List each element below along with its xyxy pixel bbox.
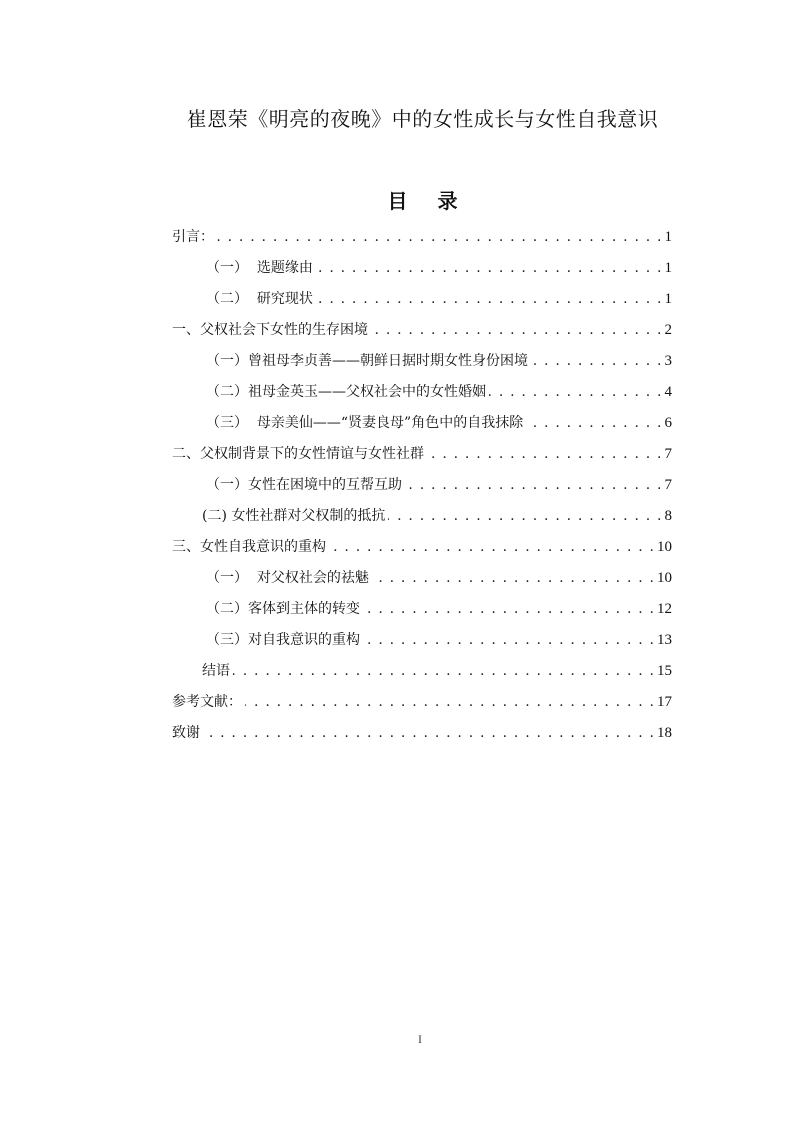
toc-leader-dots <box>245 691 654 713</box>
toc-entry-label: 结语 <box>202 663 230 679</box>
toc-entry-page: 6 <box>664 415 672 431</box>
toc-heading-char: 录 <box>437 189 458 213</box>
toc-entry[interactable] <box>172 226 672 257</box>
toc-entry[interactable] <box>172 722 672 753</box>
toc-heading-char: 目 <box>387 189 408 213</box>
toc-entry[interactable] <box>172 505 672 536</box>
toc-leader-dots <box>363 598 654 620</box>
toc-leader-dots <box>427 443 662 465</box>
toc-entry[interactable] <box>172 350 672 381</box>
toc-entry-page: 15 <box>657 663 672 679</box>
toc-leader-dots <box>371 319 662 341</box>
toc-entry-label: （三） 母亲美仙——“贤妻良母”角色中的自我抹除 <box>206 415 524 431</box>
toc-leader-dots <box>531 350 662 372</box>
toc-entry-label: （一）女性在困境中的互帮互助 <box>206 477 402 493</box>
toc-entry[interactable] <box>172 412 672 443</box>
toc-entry-label: （三）对自我意识的重构 <box>206 632 360 648</box>
toc-entry-page: 10 <box>657 539 672 555</box>
toc-leader-dots <box>217 226 662 248</box>
toc-entry-label: 引言： <box>172 229 214 245</box>
toc-entry-page: 7 <box>664 446 672 462</box>
toc-leader-dots <box>316 288 662 310</box>
toc-entry-page: 1 <box>664 291 672 307</box>
toc-entry-page: 18 <box>657 725 672 741</box>
toc-entry-label: （二） 研究现状 <box>206 291 313 307</box>
toc-entry-label: （一） 选题缘由 <box>206 260 313 276</box>
page-number-footer: I <box>418 1032 422 1046</box>
toc-entry-page: 17 <box>657 694 672 710</box>
toc-entry-page: 7 <box>664 477 672 493</box>
toc-entry-label: （一）曾祖母李贞善——朝鲜日据时期女性身份困境 <box>206 353 528 369</box>
toc-entry[interactable] <box>172 381 672 412</box>
toc-entry-label: (二) 女性社群对父权制的抵抗 <box>202 508 386 524</box>
toc-leader-dots <box>405 474 662 496</box>
toc-entry[interactable] <box>172 536 672 567</box>
toc-entry[interactable] <box>172 691 672 722</box>
toc-entry[interactable] <box>172 443 672 474</box>
document-title: 崔恩荣《明亮的夜晚》中的女性成长与女性自我意识 <box>186 107 659 131</box>
toc-entry-label: 致谢 <box>172 725 200 741</box>
toc-entry-page: 1 <box>664 260 672 276</box>
toc-leader-dots <box>316 257 662 279</box>
toc-entry-label: 二、父权制背景下的女性情谊与女性社群 <box>172 446 424 462</box>
table-of-contents <box>172 226 672 753</box>
toc-leader-dots <box>363 629 654 651</box>
toc-entry[interactable] <box>172 288 672 319</box>
toc-entry-page: 8 <box>664 508 672 524</box>
toc-entry[interactable] <box>172 474 672 505</box>
toc-entry[interactable] <box>172 319 672 350</box>
toc-leader-dots <box>526 412 661 434</box>
toc-entry-label: 参考文献： <box>172 694 242 710</box>
toc-leader-dots <box>203 722 654 744</box>
toc-entry[interactable] <box>172 257 672 288</box>
toc-entry-label: （二）祖母金英玉——父权社会中的女性婚姻 <box>206 384 486 400</box>
toc-entry-label: （一） 对父权社会的祛魅 <box>206 570 369 586</box>
toc-entry-page: 2 <box>664 322 672 338</box>
toc-entry-page: 3 <box>664 353 672 369</box>
toc-entry-page: 13 <box>657 632 672 648</box>
toc-leader-dots <box>233 660 654 682</box>
toc-entry[interactable] <box>172 567 672 598</box>
toc-heading <box>0 185 793 214</box>
toc-entry-page: 12 <box>657 601 672 617</box>
toc-entry-page: 10 <box>657 570 672 586</box>
toc-entry-label: 三、女性自我意识的重构 <box>172 539 326 555</box>
toc-entry-label: （二）客体到主体的转变 <box>206 601 360 617</box>
toc-entry-page: 1 <box>664 229 672 245</box>
toc-entry[interactable] <box>172 629 672 660</box>
toc-entry[interactable] <box>172 660 672 691</box>
toc-leader-dots <box>489 381 662 403</box>
toc-entry-page: 4 <box>664 384 672 400</box>
toc-leader-dots <box>329 536 654 558</box>
toc-entry[interactable] <box>172 598 672 629</box>
toc-leader-dots <box>388 505 661 527</box>
toc-entry-label: 一、父权社会下女性的生存困境 <box>172 322 368 338</box>
toc-leader-dots <box>372 567 654 589</box>
